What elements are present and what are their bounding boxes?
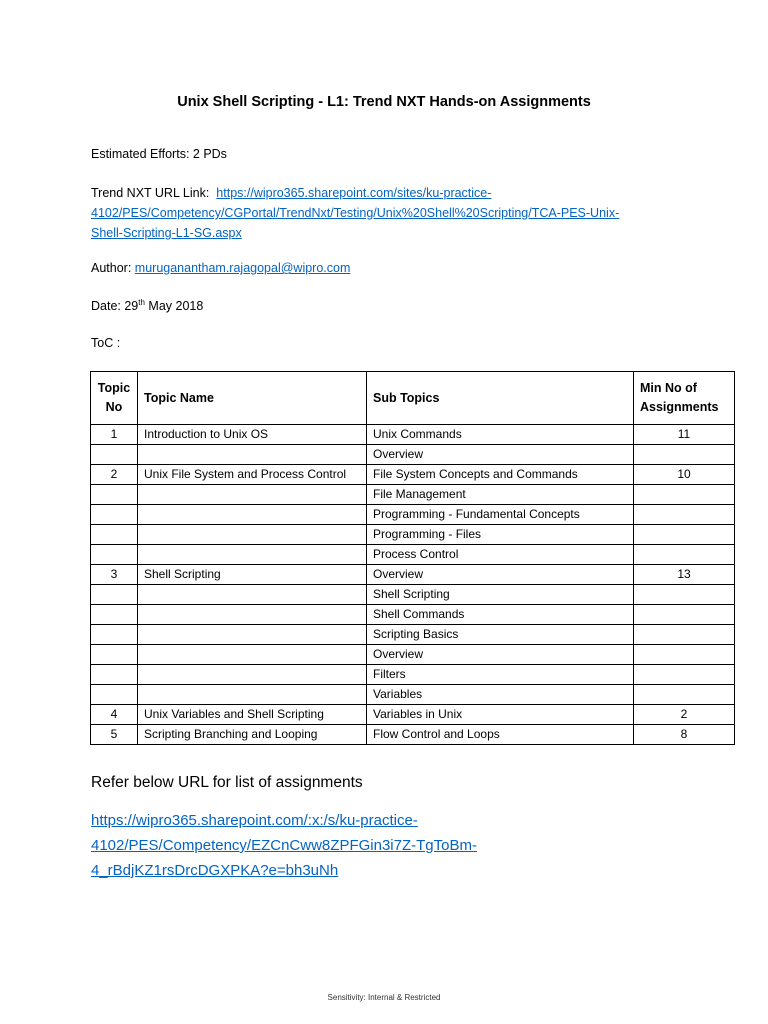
trend-url-label: Trend NXT URL Link: [91,186,210,200]
cell-sub-topic: Overview [367,445,634,465]
table-row [91,625,735,645]
cell-topic-name: Shell Scripting [138,565,367,585]
cell-topic-no: 5 [91,725,138,745]
cell-topic-name: Introduction to Unix OS [138,425,367,445]
cell-topic-no: 2 [91,465,138,485]
toc-table [90,371,735,745]
date-label: Date: 29 [91,299,139,313]
refer-text: Refer below URL for list of assignments [91,774,363,791]
cell-min-assignments: 2 [634,705,735,725]
header-min-assignments: Min No of Assignments [634,372,735,425]
table-row [91,685,735,705]
cell-topic-no [91,645,138,665]
cell-min-assignments [634,625,735,645]
assignments-link-line3[interactable]: 4_rBdjKZ1rsDrcDGXPKA?e=bh3uNh [91,862,339,879]
cell-topic-name [138,445,367,465]
cell-sub-topic: Overview [367,565,634,585]
table-row [91,605,735,625]
trend-url-link-line3[interactable]: Shell-Scripting-L1-SG.aspx [91,226,242,240]
table-row [91,485,735,505]
cell-min-assignments [634,605,735,625]
cell-topic-no [91,485,138,505]
trend-url-link-line2[interactable]: 4102/PES/Competency/CGPortal/TrendNxt/Testing/Unix%20Shell%20Scripting/TCA-PES-Unix- [91,206,620,220]
cell-sub-topic: Programming - Fundamental Concepts [367,505,634,525]
cell-sub-topic: Variables in Unix [367,705,634,725]
table-row [91,545,735,565]
cell-min-assignments [634,485,735,505]
author-line [91,258,350,278]
cell-min-assignments [634,665,735,685]
author-label: Author: [91,261,132,275]
date-line [91,296,203,316]
cell-min-assignments: 11 [634,425,735,445]
table-row [91,565,735,585]
cell-topic-name [138,685,367,705]
assignments-link-block [91,808,477,883]
assignments-link-line1[interactable]: https://wipro365.sharepoint.com/:x:/s/ku-practice- [91,812,418,829]
cell-sub-topic: Overview [367,645,634,665]
cell-topic-no [91,685,138,705]
cell-topic-no [91,445,138,465]
sensitivity-footer: Sensitivity: Internal & Restricted [327,993,441,1002]
cell-topic-name [138,625,367,645]
toc-header-row [91,372,735,425]
author-email-link[interactable]: muruganantham.rajagopal@wipro.com [134,261,351,275]
cell-topic-no: 1 [91,425,138,445]
cell-min-assignments [634,545,735,565]
cell-sub-topic: File Management [367,485,634,505]
cell-min-assignments [634,685,735,705]
cell-topic-no [91,505,138,525]
date-rest: May 2018 [144,299,204,313]
date-superscript: th [138,297,145,307]
cell-min-assignments: 8 [634,725,735,745]
cell-topic-name [138,485,367,505]
table-row [91,425,735,445]
table-row [91,725,735,745]
cell-topic-name [138,605,367,625]
table-row [91,705,735,725]
table-row [91,505,735,525]
document-title: Unix Shell Scripting - L1: Trend NXT Hands-on Assignments [177,94,591,110]
table-row [91,645,735,665]
cell-topic-no: 3 [91,565,138,585]
cell-topic-name: Scripting Branching and Looping [138,725,367,745]
cell-sub-topic: Programming - Files [367,525,634,545]
header-topic-no: Topic No [91,372,138,425]
cell-sub-topic: Filters [367,665,634,685]
cell-sub-topic: Variables [367,685,634,705]
cell-min-assignments [634,645,735,665]
cell-sub-topic: Scripting Basics [367,625,634,645]
table-row [91,525,735,545]
table-row [91,445,735,465]
cell-sub-topic: Process Control [367,545,634,565]
cell-topic-no [91,525,138,545]
estimated-efforts: Estimated Efforts: 2 PDs [91,147,227,161]
cell-sub-topic: Flow Control and Loops [367,725,634,745]
cell-topic-name [138,545,367,565]
cell-topic-no [91,625,138,645]
toc-label: ToC : [91,336,121,350]
cell-topic-name [138,645,367,665]
table-row [91,585,735,605]
trend-url-block [91,183,619,243]
cell-min-assignments [634,445,735,465]
cell-topic-no: 4 [91,705,138,725]
cell-sub-topic: Unix Commands [367,425,634,445]
cell-topic-name [138,505,367,525]
cell-topic-name [138,585,367,605]
header-topic-name: Topic Name [138,372,367,425]
table-row [91,465,735,485]
cell-topic-no [91,665,138,685]
cell-min-assignments: 13 [634,565,735,585]
header-sub-topics: Sub Topics [367,372,634,425]
cell-min-assignments [634,525,735,545]
cell-sub-topic: Shell Scripting [367,585,634,605]
cell-topic-no [91,545,138,565]
cell-topic-name [138,525,367,545]
assignments-link-line2[interactable]: 4102/PES/Competency/EZCnCww8ZPFGin3i7Z-TgToBm- [91,837,477,854]
cell-sub-topic: File System Concepts and Commands [367,465,634,485]
table-row [91,665,735,685]
cell-min-assignments [634,505,735,525]
cell-min-assignments [634,585,735,605]
cell-topic-no [91,605,138,625]
trend-url-link-line1[interactable]: https://wipro365.sharepoint.com/sites/ku-practice- [216,186,492,200]
cell-sub-topic: Shell Commands [367,605,634,625]
cell-topic-name: Unix Variables and Shell Scripting [138,705,367,725]
cell-topic-no [91,585,138,605]
cell-topic-name: Unix File System and Process Control [138,465,367,485]
cell-topic-name [138,665,367,685]
cell-min-assignments: 10 [634,465,735,485]
